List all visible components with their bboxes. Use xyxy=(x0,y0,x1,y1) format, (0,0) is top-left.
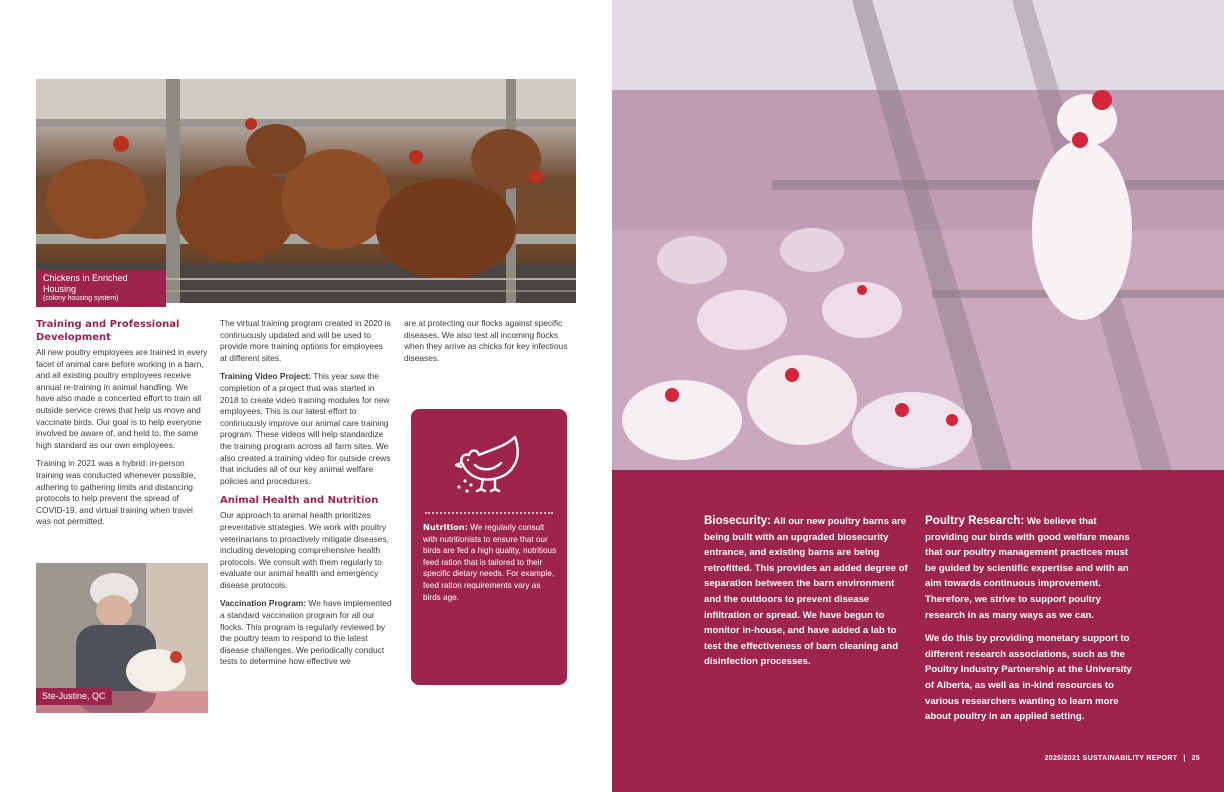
page-number: 25 xyxy=(1191,755,1200,762)
photo-barn-white-hens xyxy=(612,0,1224,470)
nutrition-body: We regularly consult with nutritionists to ensure that our birds are fed a high quality, nutritious feed ration that is tailored to their specific dietary needs. For example, feed ration requirements vary as birds age. xyxy=(423,523,557,602)
footer-separator: | xyxy=(1183,755,1186,762)
right-page xyxy=(612,0,1224,792)
biosecurity-heading: Biosecurity: xyxy=(704,514,772,527)
page-footer xyxy=(1045,755,1200,762)
research-paragraph-2: We do this by providing monetary support to different research associations, such as the Poultry Industry Partnership at the University of Alberta, as well as in-kind resources to various researchers wanting to learn more about poultry in an applied setting. xyxy=(925,633,1132,723)
training-video-body: This year saw the completion of a project that was started in 2018 to create video training modules for new employees. This is our latest effort to continuously improve our animal care training program. These videos will help standardize the training program across all farm sites. We also created a training video for outside crews that includes all of our key animal welfare policies and procedures. xyxy=(220,371,391,486)
nutrition-heading: Nutrition: xyxy=(423,522,468,532)
vaccination-paragraph xyxy=(220,598,392,668)
training-paragraph-2: Training in 2021 was a hybrid: in-person training was conducted whenever possible, adhering to gathering limits and distancing protocols to help prevent the spread of COVID-19, and virtual training when travel was not permitted. xyxy=(36,458,196,527)
research-body: We believe that providing our birds with good welfare means that our poultry management practices must be guided by scientific expertise and with an aim towards continuous improvement. Therefore, we strive to support poultry research in as many ways as we can. xyxy=(925,516,1130,621)
dotted-divider xyxy=(425,512,553,514)
biosecurity-body: All our new poultry barns are being built with an upgraded biosecurity entrance, and existing barns are being retrofitted. This provides an added degree of separation between the barn environment and the outdoors to prevent disease infiltration or spread. We have begun to monitor in-house, and have added a lab to test the effectiveness of barn cleaning and disinfection processes. xyxy=(704,516,908,668)
worker-photo-caption: Ste-Justine, QC xyxy=(36,688,112,705)
training-paragraph-1: All new poultry employees are trained in every facet of animal care before working in a barn, and all existing poultry employees receive annual re-training in animal handling. We have also made a concerted effort to train all outside service crews that help us move and vaccinate birds. Our goal is to help everyone involved be aware of, and held to, the same high standard as our own employees. xyxy=(36,347,208,450)
continued-paragraph: are at protecting our flocks against specific diseases. We also test all incoming flocks when they arrive as chicks for key infectious diseases. xyxy=(404,318,568,363)
photo-caption xyxy=(36,270,166,307)
virtual-training-paragraph: The virtual training program created in 2020 is continuously updated and will be used to provide more training options for employees at different sites. xyxy=(220,318,391,363)
biosecurity-paragraph xyxy=(704,513,914,670)
training-video-heading: Training Video Project: xyxy=(220,371,312,382)
research-paragraph-1 xyxy=(925,513,1137,623)
column-virtual-training xyxy=(220,318,392,675)
hen-icon xyxy=(453,429,533,497)
photo-caption-subtitle: (colony housing system) xyxy=(43,295,119,302)
photo-caption-title: Chickens in Enriched Housing xyxy=(43,273,128,294)
column-biosecurity xyxy=(704,513,914,678)
nutrition-callout xyxy=(411,409,567,685)
animal-health-paragraph: Our approach to animal health prioritizes preventative strategies. We work with poultry veterinarians to proactively mitigate diseases, including developing comprehensive health protocols. We consult with them regularly to evaluate our animal health and emergency disease protocols. xyxy=(220,510,389,590)
column-training xyxy=(36,318,208,535)
footer-report-title: 2020/2021 SUSTAINABILITY REPORT xyxy=(1044,755,1178,762)
vaccination-body: We have implemented a standard vaccination program for all our flocks. This program is regularly reviewed by the poultry team to respond to the latest disease challenges. We periodically conduct tests to determine how effective we xyxy=(220,598,392,667)
column-continued xyxy=(404,318,572,371)
nutrition-text xyxy=(423,522,557,603)
heading-animal-health: Animal Health and Nutrition xyxy=(220,495,379,507)
vaccination-heading: Vaccination Program: xyxy=(220,598,307,609)
heading-training: Training and Professional Development xyxy=(36,319,180,343)
research-heading: Poultry Research: xyxy=(925,514,1025,527)
column-poultry-research xyxy=(925,513,1137,733)
training-video-paragraph xyxy=(220,371,392,487)
